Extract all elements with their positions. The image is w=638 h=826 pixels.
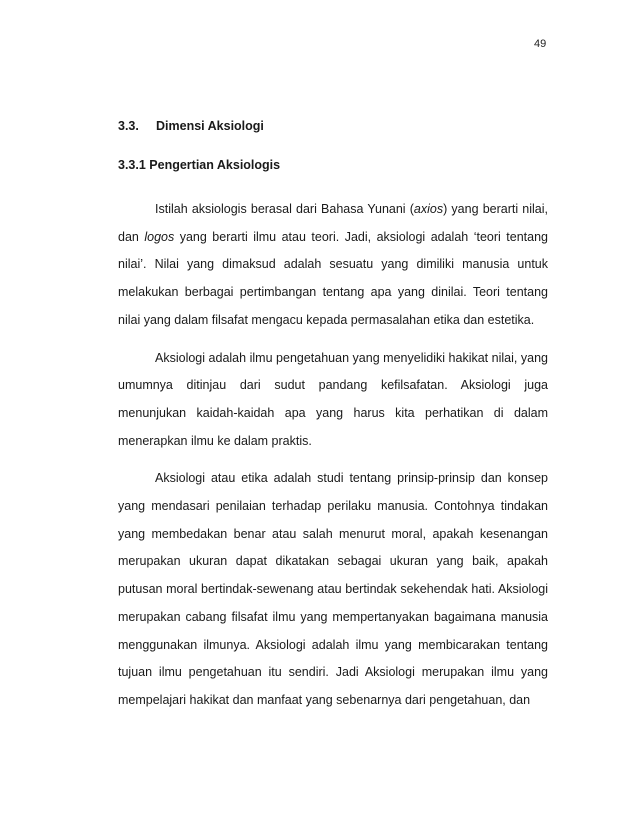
subsection-heading: 3.3.1 Pengertian Aksiologis [118, 158, 281, 172]
paragraph-1 [118, 196, 548, 335]
section-number: 3.3. [118, 119, 139, 133]
p1-term-logos: logos [144, 229, 175, 244]
paragraph-2: Aksiologi adalah ilmu pengetahuan yang menyelidiki hakikat nilai, yang umumnya ditinjau dari sudut pandang kefilsafatan. Aksiologi juga menunjukan kaidah-kaidah apa yang harus kita perhatikan di dalam menerapkan ilmu ke dalam praktis. [118, 350, 548, 448]
section-title: Dimensi Aksiologi [156, 119, 264, 133]
page-number: 49 [534, 38, 547, 50]
p1-text-e: yang berarti ilmu atau teori. Jadi, aksiologi adalah ‘teori tentang nilai’. Nilai yang dimaksud adalah sesuatu yang dimiliki manusia untuk melakukan berbagai pertimbangan tentang apa yang dinilai. Teori tentang nilai yang dalam filsafat mengacu kepada permasalahan etika dan estetika. [118, 229, 548, 327]
p1-term-axios: axios [413, 202, 444, 216]
p1-text-a: Istilah aksiologis berasal dari Bahasa Yunani ( [155, 202, 414, 216]
body-text [118, 196, 548, 715]
p1-text-c: ) yang berarti nilai, dan [118, 202, 548, 244]
section-heading [118, 119, 264, 133]
paragraph-3: Aksiologi atau etika adalah studi tentang prinsip-prinsip dan konsep yang mendasari penilaian terhadap perilaku manusia. Contohnya tindakan yang membedakan benar atau salah menurut moral, apakah kesenangan merupakan ukuran dapat dikatakan sebagai ukuran yang baik, apakah putusan moral bertindak-sewenang atau bertindak sekehendak hati. Aksiologi merupakan cabang filsafat ilmu yang mempertanyakan bagaimana manusia menggunakan ilmunya. Aksiologi adalah ilmu yang membicarakan tentang tujuan ilmu pengetahuan itu sendiri. Jadi Aksiologi merupakan ilmu yang mempelajari hakikat dan manfaat yang sebenarnya dari pengetahuan, dan [118, 471, 548, 707]
